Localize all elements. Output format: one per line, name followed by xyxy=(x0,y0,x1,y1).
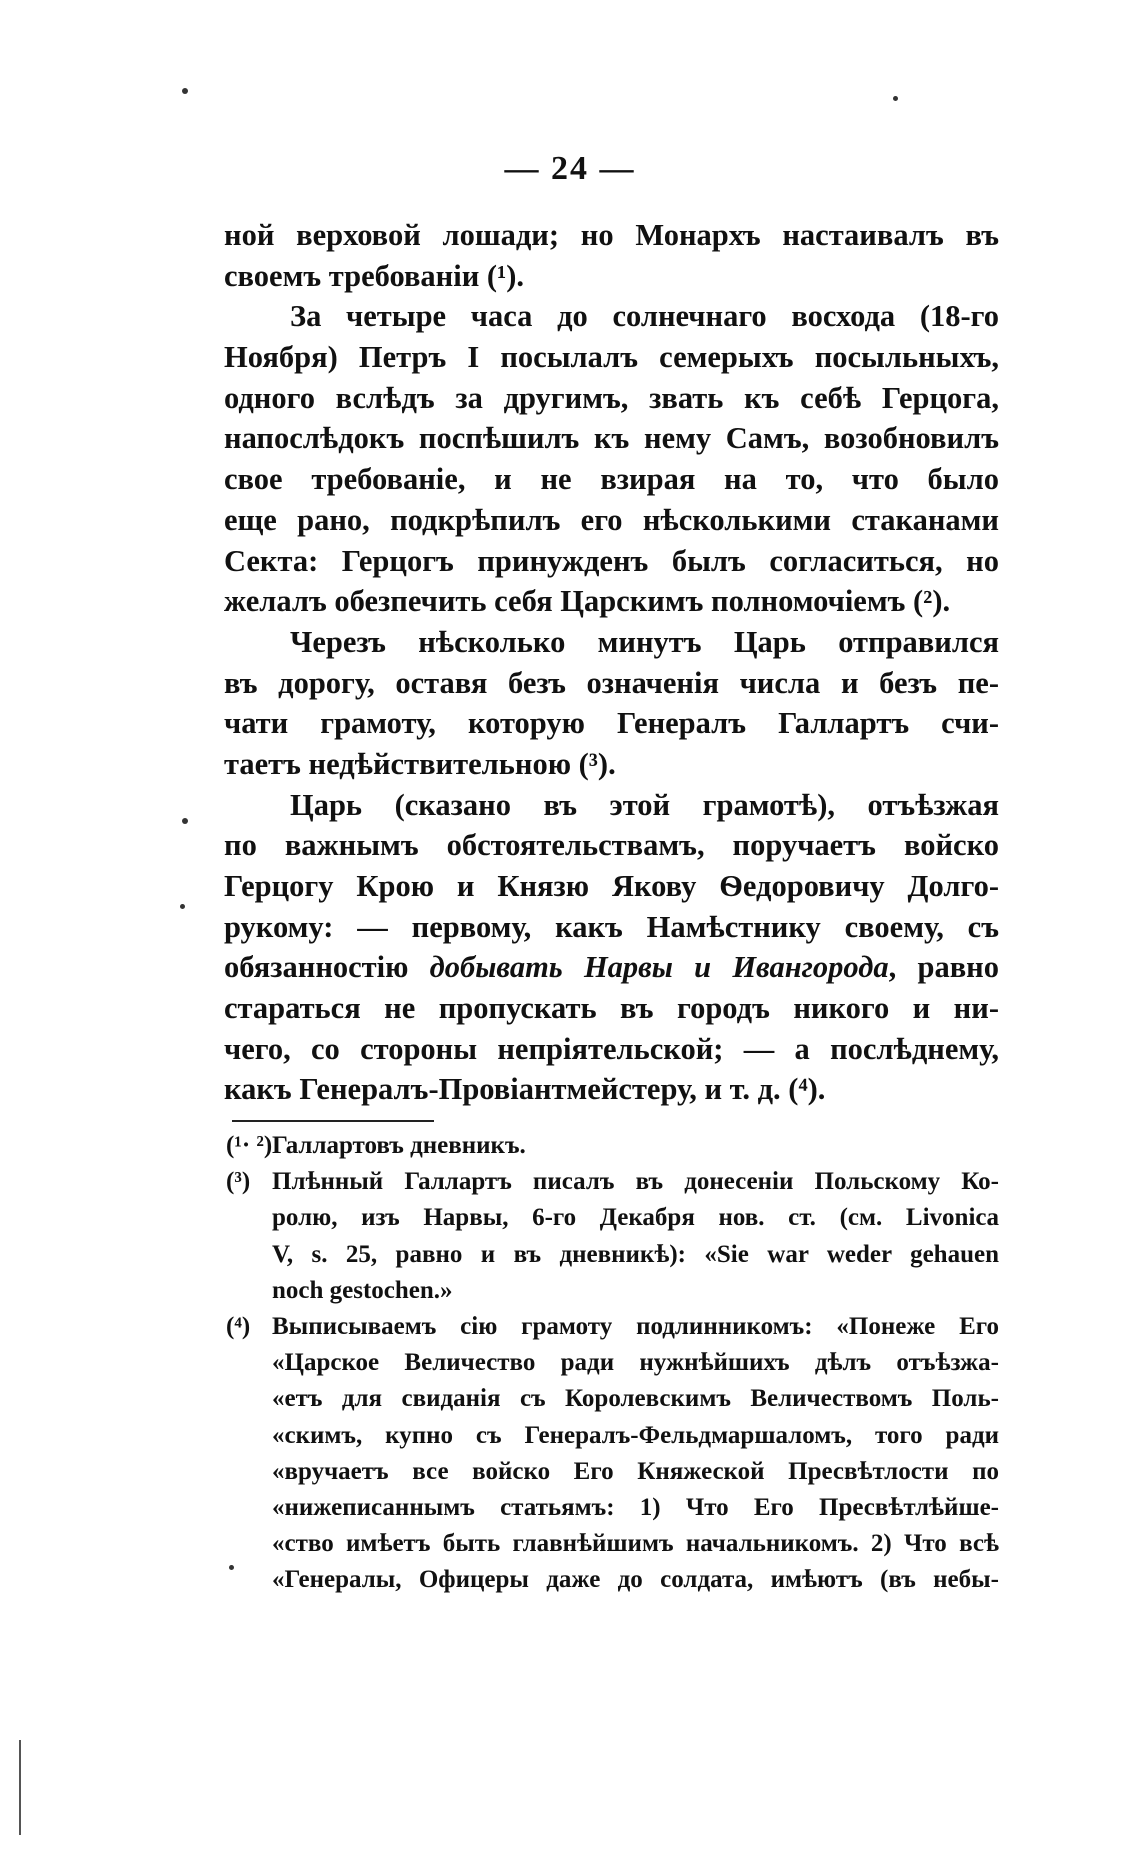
main-text xyxy=(224,215,999,1110)
text-line: свое требованіе, и не взирая на то, что было xyxy=(224,462,999,497)
footnotes xyxy=(226,1128,999,1598)
text-line: въ дорогу, оставя безъ означенія числа и безъ пе- xyxy=(224,665,999,700)
text-line: своемъ требованіи (¹). xyxy=(224,258,525,293)
italic-text: добывать Нарвы и Ивангорода xyxy=(429,950,889,985)
text-segment: обязанностію xyxy=(224,950,430,985)
text-line: напослѣдокъ поспѣшилъ къ нему Самъ, возобновилъ xyxy=(224,421,999,456)
footnote-line: ролю, изъ Нарвы, 6-го Декабря нов. ст. (см. Livonica xyxy=(272,1204,999,1232)
footnote-line: «Генералы, Офицеры даже до солдата, имѣютъ (въ небы- xyxy=(272,1566,999,1594)
footnote-text: Выписываемъ сію грамоту подлинникомъ: «Понеже Его xyxy=(272,1312,999,1340)
scan-speck xyxy=(180,904,185,909)
scan-speck xyxy=(229,1565,234,1570)
footnote-line xyxy=(226,1309,999,1345)
text-line: рукому: — первому, какъ Намѣстнику своему, съ xyxy=(224,909,999,944)
footnote-line: V, s. 25, равно и въ дневникѣ): «Sie war weder gehauen xyxy=(272,1240,999,1268)
text-line: по важнымъ обстоятельствамъ, поручаетъ войско xyxy=(224,828,999,863)
footnote xyxy=(226,1128,999,1164)
text-line: За четыре часа до солнечнаго восхода (18-го xyxy=(290,299,999,334)
text-line: стараться не пропускать въ городъ никого и ни- xyxy=(224,991,999,1026)
text-line: ной верховой лошади; но Монархъ настаивалъ въ xyxy=(224,218,999,252)
scan-edge-mark xyxy=(19,1740,21,1835)
footnote-text: Галлартовъ дневникъ. xyxy=(272,1132,526,1159)
scan-speck xyxy=(893,96,898,101)
footnote-divider xyxy=(232,1120,434,1122)
footnote-line: «Царское Величество ради нужнѣйшихъ дѣлъ отъѣзжа- xyxy=(272,1349,999,1377)
footnote-line: «вручаетъ все войско Его Княжеской Пресвѣтлости по xyxy=(272,1457,999,1485)
footnote-text: Плѣнный Галлартъ писалъ въ донесеніи Польскому Ко- xyxy=(272,1168,999,1196)
text-segment: , равно xyxy=(888,950,999,985)
text-line xyxy=(224,947,999,988)
footnote xyxy=(226,1309,999,1599)
text-line: чати грамоту, которую Генералъ Галлартъ счи- xyxy=(224,706,999,741)
footnote-line: noch gestochen.» xyxy=(272,1276,453,1304)
text-line: Царь (сказано въ этой грамотѣ), отъѣзжая xyxy=(290,787,999,822)
footnote-marker: (⁴) xyxy=(226,1312,251,1340)
footnote-line xyxy=(226,1128,999,1164)
text-line: Герцогу Крою и Князю Якову Ѳедоровичу Долго- xyxy=(224,869,999,903)
scan-speck xyxy=(182,818,188,824)
text-line: Черезъ нѣсколько минутъ Царь отправился xyxy=(290,624,999,659)
footnote-line: «скимъ, купно съ Генералъ-Фельдмаршаломъ, того ради xyxy=(272,1421,999,1449)
text-line: какъ Генералъ-Провіантмейстеру, и т. д. (⁴). xyxy=(224,1072,826,1107)
text-line: таетъ недѣйствительною (³). xyxy=(224,746,616,781)
text-line: одного вслѣдъ за другимъ, звать къ себѣ Герцога, xyxy=(224,380,999,415)
footnote-line xyxy=(226,1164,999,1200)
footnote-line: «етъ для свиданія съ Королевскимъ Величествомъ Поль- xyxy=(272,1385,999,1413)
footnote-marker: (³) xyxy=(226,1168,251,1196)
text-line: Ноября) Петръ I посылалъ семерыхъ посыльныхъ, xyxy=(224,340,999,375)
text-line: Секта: Герцогъ принужденъ былъ согласиться, но xyxy=(224,543,999,578)
text-line: еще рано, подкрѣпилъ его нѣсколькими стаканами xyxy=(224,502,999,537)
scan-speck xyxy=(182,88,188,94)
footnote xyxy=(226,1164,999,1309)
text-line: чего, со стороны непріятельской; — а послѣднему, xyxy=(224,1031,999,1066)
footnote-line: «ство имѣетъ быть главнѣйшимъ начальникомъ. 2) Что всѣ xyxy=(272,1530,999,1558)
text-line: желалъ обезпечить себя Царскимъ полномочіемъ (²). xyxy=(224,584,951,619)
footnote-line: «нижеписаннымъ статьямъ: 1) Что Его Пресвѣтлѣйше- xyxy=(272,1493,999,1521)
page-number: — 24 — xyxy=(504,150,636,187)
footnote-marker: (¹· ²) xyxy=(226,1132,273,1159)
